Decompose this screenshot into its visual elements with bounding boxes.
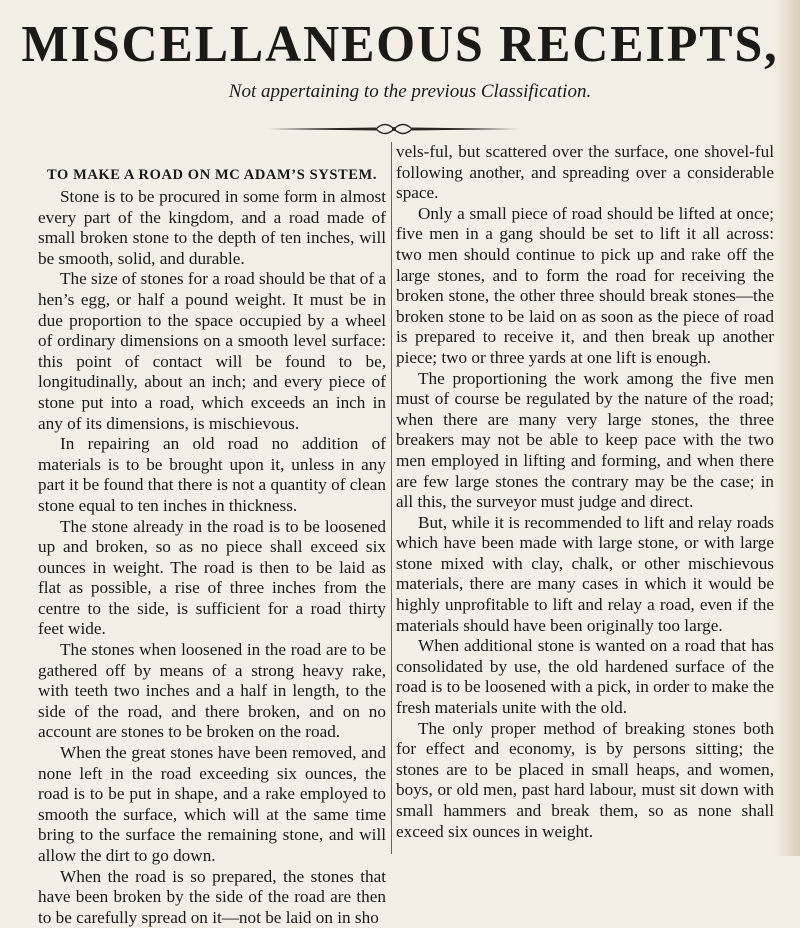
paragraph: When the road is so prepared, the stones that have been broken by the side of the road are then to be carefully spread on it—not be laid on in sho	[38, 866, 386, 927]
ornamental-rule	[268, 122, 520, 136]
paragraph: When additional stone is wanted on a road that has consolidated by use, the old hardened surface of the road is to be loosened with a pick, in order to make the fresh materials unite with the old.	[396, 636, 774, 718]
section-heading: TO MAKE A ROAD ON MC ADAM’S SYSTEM.	[46, 167, 378, 183]
page-subtitle: Not appertaining to the previous Classification.	[228, 81, 592, 102]
paragraph: But, while it is recommended to lift and relay roads which have been made with large stone, or with large stone mixed with clay, chalk, or other mischievous materials, there are many cases in which it would be highly unprofitable to lift and relay a road, even if the materials should have been originally too large.	[396, 512, 774, 635]
paragraph: Stone is to be procured in some form in almost every part of the kingdom, and a road made of small broken stone to the depth of ten inches, will be smooth, solid, and durable.	[38, 187, 386, 268]
paragraph: In repairing an old road no addition of materials is to be brought upon it, unless in any part it be found that there is not a quantity of clean stone equal to ten inches in thickness.	[38, 434, 386, 515]
paragraph: The size of stones for a road should be that of a hen’s egg, or half a pound weight. It must be in due proportion to the space occupied by a wheel of ordinary dimensions on a smooth level surface: this point of contact will be found to be, longitudinally, about an inch; and every piece of stone put into a road, which exceeds an inch in any of its dimensions, is mischievous.	[38, 269, 386, 433]
right-column	[396, 142, 774, 842]
paragraph: When the great stones have been removed, and none left in the road exceeding six ounces, the road is to be put in shape, and a rake employed to smooth the surface, which will at the same time bring to the surface the remaining stone, and will allow the dirt to go down.	[38, 743, 386, 865]
paragraph: Only a small piece of road should be lifted at once; five men in a gang should be set to lift it all across: two men should continue to pick up and rake off the large stones, and to form the road for receiving the broken stone, the other three should break stones—the broken stone to be laid on as soon as the piece of road is prepared to receive it, and then break up another piece; two or three yards at one lift is enough.	[396, 203, 774, 367]
page-edge	[774, 0, 800, 856]
paragraph: The stones when loosened in the road are to be gathered off by means of a strong heavy rake, with teeth two inches and a half in length, to the side of the road, and there broken, and on no account are stones to be broken on the road.	[38, 640, 386, 742]
paragraph: The proportioning the work among the five men must of course be regulated by the nature of the road; when there are many very large stones, the three breakers may not be able to keep pace with the two men employed in lifting and forming, and when there are few large stones the contrary may be the case; in all this, the surveyor must judge and direct.	[396, 368, 774, 512]
page-title: MISCELLANEOUS RECEIPTS,	[21, 16, 779, 73]
left-column	[38, 165, 386, 928]
column-divider	[391, 142, 392, 854]
paragraph-continuation: vels-ful, but scattered over the surface, one shovel-ful following another, and spreading over a considerable space.	[396, 142, 774, 203]
paragraph: The stone already in the road is to be loosened up and broken, so as no piece shall exceed six ounces in weight. The road is then to be laid as flat as possible, a rise of three inches from the centre to the side, is sufficient for a road thirty feet wide.	[38, 516, 386, 639]
paragraph: The only proper method of breaking stones both for effect and economy, is by persons sitting; the stones are to be placed in small heaps, and women, boys, or old men, past hard labour, must sit down with small hammers and break them, so as none shall exceed six ounces in weight.	[396, 718, 774, 841]
